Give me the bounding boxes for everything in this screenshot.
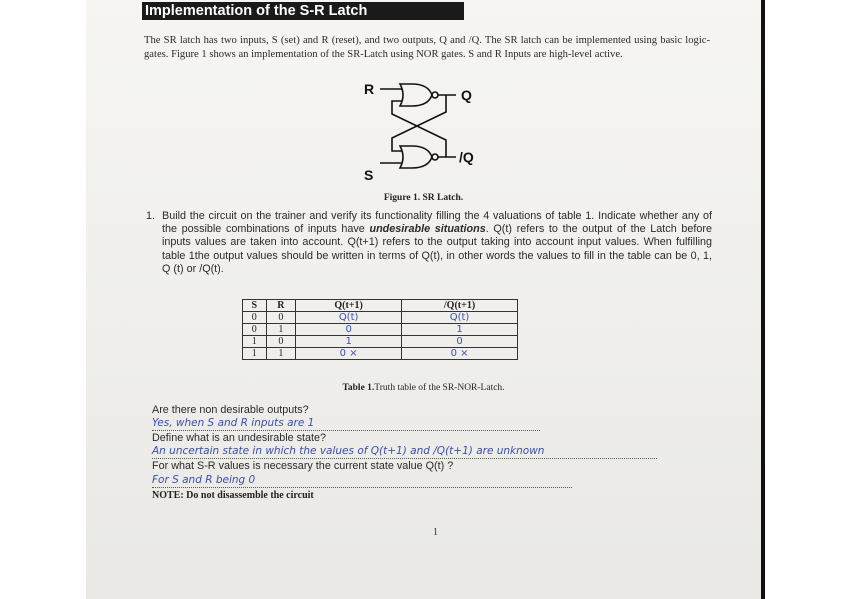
cell-q-next: 0 × [296,348,402,360]
cell-q-next: 0 [296,324,402,336]
worksheet-page [86,0,761,599]
truth-table-row [243,324,518,336]
right-border-line [761,0,765,599]
sr-latch-circuit-diagram [356,78,496,190]
circuit-label-nq: /Q [459,149,474,165]
cell-s: 0 [243,312,267,324]
question-1-text-a: Build the circuit on the trainer and verify its functionality filling the 4 valuations of table 1. Indicate whether any of the possible combinations of inputs have [162,210,712,236]
nor-gate-top [400,84,432,106]
nor-gate-bottom [400,146,432,168]
circuit-label-s: S [364,167,374,183]
truth-table-header: S [243,300,267,312]
truth-table-header: R [266,300,296,312]
truth-table-row [243,348,518,360]
circuit-label-r: R [364,81,375,97]
question-1-emphasis: undesirable situations [369,223,486,236]
truth-table-row [243,336,518,348]
question-3-answer: An uncertain state in which the values of Q(t+1) and /Q(t+1) are unknown [152,445,657,459]
cell-r: 0 [266,312,296,324]
question-2-prompt: Are there non desirable outputs? [152,404,309,416]
cell-nq-next: 0 × [402,348,518,360]
nor-gate-top-bubble [432,92,438,98]
question-1-text [162,210,712,276]
cell-r: 0 [266,336,296,348]
cell-nq-next: Q(t) [402,312,518,324]
intro-paragraph: The SR latch has two inputs, S (set) and R (reset), and two outputs, Q and /Q. The SR latch can be implemented using basic logic-gates. Figure 1 shows an implementation of the SR-Latch using NOR gates. S and R Inputs are high-level active. [144,35,710,60]
question-2-answer: Yes, when S and R inputs are 1 [152,417,540,431]
cell-nq-next: 0 [402,336,518,348]
cell-q-next: 1 [296,336,402,348]
cell-s: 1 [243,336,267,348]
cell-s: 0 [243,324,267,336]
cell-q-next: Q(t) [296,312,402,324]
question-1 [146,210,712,276]
question-1-text-b: . Q(t) refers to the output of the Latch before inputs values are taken into account. Q(t+1) refers to the output taking into account input values. When fulfilling table 1the output values should be written in terms of Q(t), in other words the values to fill in the table can be 0, 1, Q (t) or /Q(t). [162,223,712,275]
cell-r: 1 [266,324,296,336]
table-caption-text: Truth table of the SR-NOR-Latch. [374,383,505,393]
truth-table-row [243,312,518,324]
cell-nq-next: 1 [402,324,518,336]
left-margin [0,0,86,599]
nor-gate-bottom-bubble [432,154,438,160]
cell-s: 1 [243,348,267,360]
note: NOTE: Do not disassemble the circuit [152,490,314,501]
cell-r: 1 [266,348,296,360]
figure-caption: Figure 1. SR Latch. [383,193,464,203]
circuit-label-q: Q [461,87,472,103]
truth-table-header: Q(t+1) [296,300,402,312]
table-caption [86,383,761,393]
truth-table-header-row [243,300,518,312]
question-4-answer: For S and R being 0 [152,474,572,488]
page-number: 1 [433,527,438,538]
question-4-prompt: For what S-R values is necessary the current state value Q(t) ? [152,460,454,472]
truth-table [242,299,518,360]
section-heading: Implementation of the S-R Latch [142,2,464,20]
truth-table-header: /Q(t+1) [402,300,518,312]
question-1-number: 1. [146,210,156,222]
question-3-prompt: Define what is an undesirable state? [152,432,327,444]
table-caption-label: Table 1. [342,383,375,393]
